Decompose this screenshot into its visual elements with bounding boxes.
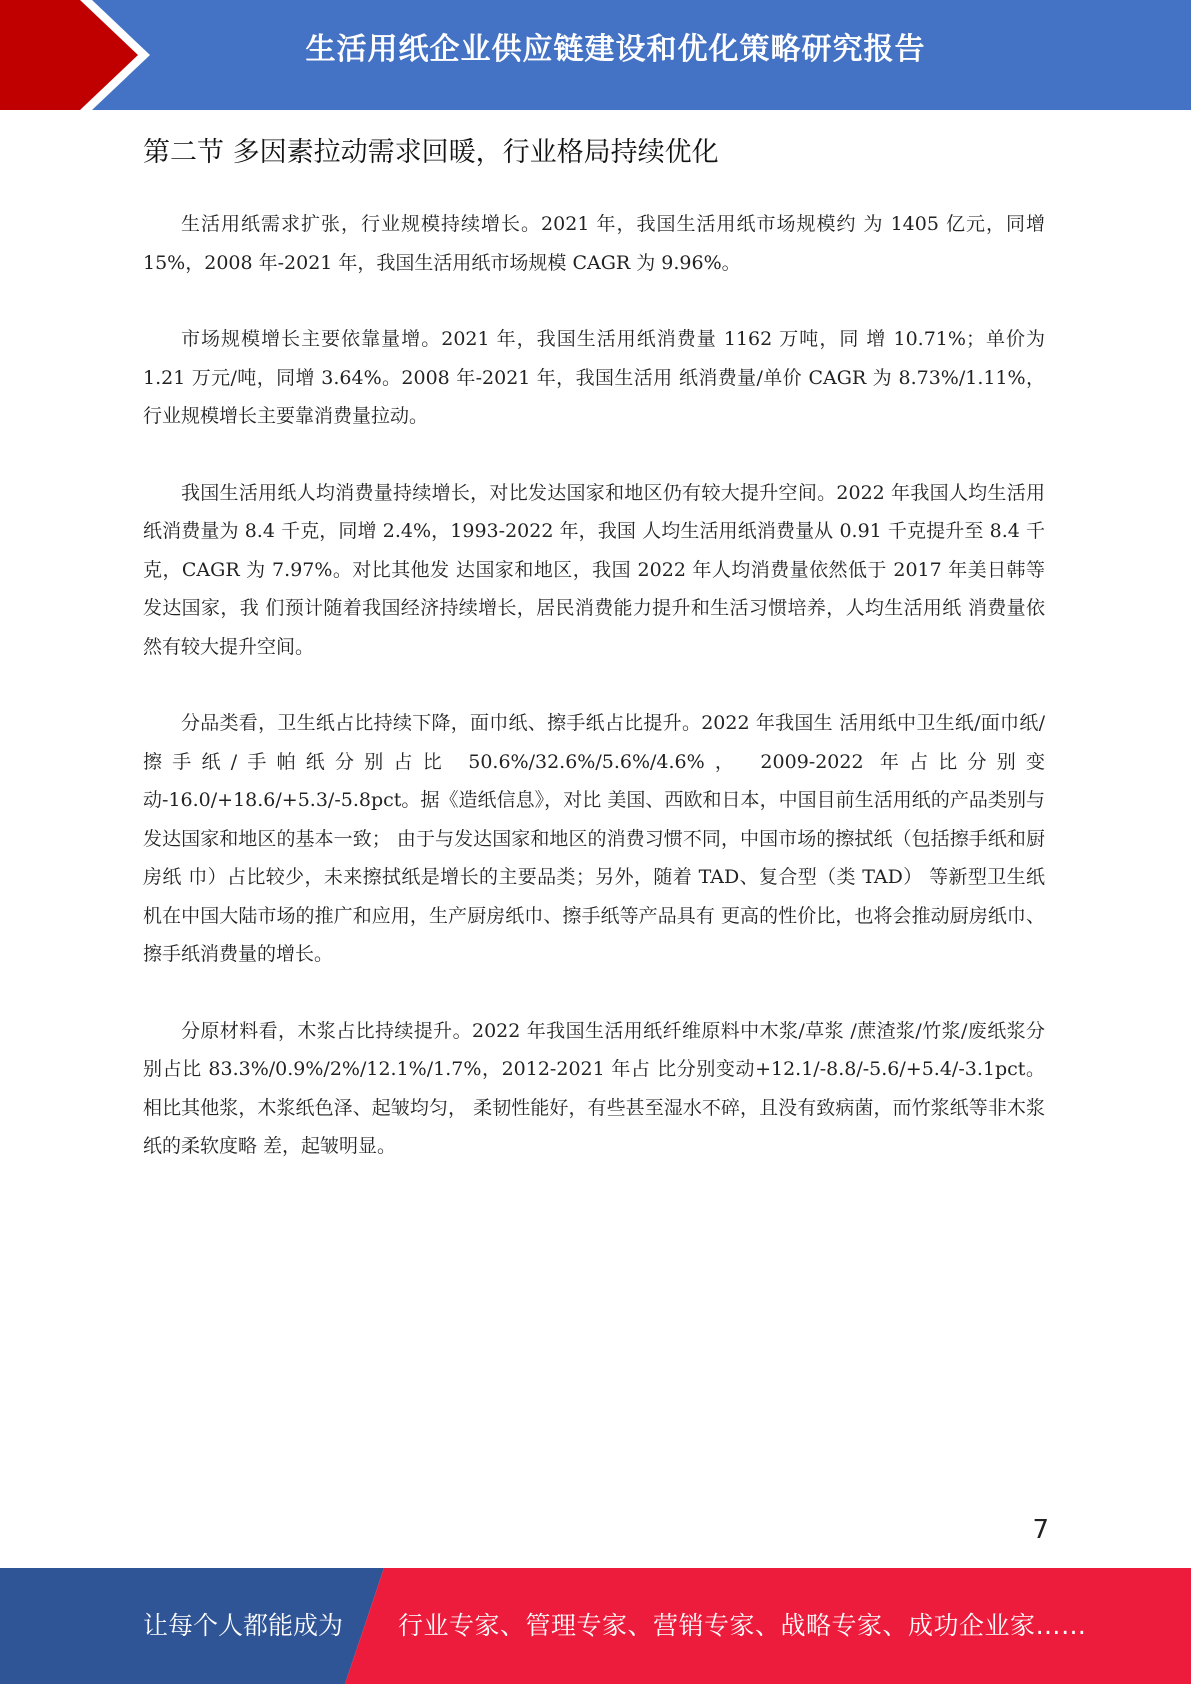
section-title: 第二节 多因素拉动需求回暖，行业格局持续优化	[143, 137, 719, 168]
paragraph-per-capita: 我国生活用纸人均消费量持续增长，对比发达国家和地区仍有较大提升空间。2022 年我国人均生活用纸消费量为 8.4 千克，同增 2.4%，1993-2022 年，我国 人均生活用纸消费量从 0.91 千克提升至 8.4 千克，CAGR 为 7.97%。对比其他发 达国家和地区，我国 2022 年人均消费量依然低于 2017 年美日韩等发达国家，我 们预计随着我国经济持续增长，居民消费能力提升和生活习惯培养，人均生活用纸 消费量依然有较大提升空间。	[143, 481, 1045, 658]
footer-banner	[0, 1568, 1191, 1684]
paragraph-market-size: 生活用纸需求扩张，行业规模持续增长。2021 年，我国生活用纸市场规模约 为 1405 亿元，同增 15%，2008 年-2021 年，我国生活用纸市场规模 CAGR 为 9.96%。	[143, 213, 1045, 274]
paragraph-categories: 分品类看，卫生纸占比持续下降，面巾纸、擦手纸占比提升。2022 年我国生 活用纸中卫生纸/面巾纸/擦手纸/手帕纸分别占比 50.6%/32.6%/5.6%/4.6%， 2009-2022 年占比分别变动-16.0/+18.6/+5.3/-5.8pct。据《造纸信息》，对比 美国、西欧和日本，中国目前生活用纸的产品类别与发达国家和地区的基本一致； 由于与发达国家和地区的消费习惯不同，中国市场的擦拭纸（包括擦手纸和厨房纸 巾）占比较少，未来擦拭纸是增长的主要品类；另外，随着 TAD、复合型（类 TAD） 等新型卫生纸机在中国大陆市场的推广和应用，生产厨房纸巾、擦手纸等产品具有 更高的性价比，也将会推动厨房纸巾、擦手纸消费量的增长。	[143, 712, 1045, 965]
paragraph-volume-growth: 市场规模增长主要依靠量增。2021 年，我国生活用纸消费量 1162 万吨，同 增 10.71%；单价为 1.21 万元/吨，同增 3.64%。2008 年-2021 年，我国生活用 纸消费量/单价 CAGR 为 8.73%/1.11%，行业规模增长主要靠消费量拉动。	[143, 328, 1045, 427]
body-content	[143, 205, 1045, 1204]
footer-slogan-right: 行业专家、管理专家、营销专家、战略专家、成功企业家……	[398, 1611, 1087, 1640]
footer-slogan-left: 让每个人都能成为	[143, 1611, 344, 1640]
paragraph-raw-materials: 分原材料看，木浆占比持续提升。2022 年我国生活用纸纤维原料中木浆/草浆 /蔗渣浆/竹浆/废纸浆分别占比 83.3%/0.9%/2%/12.1%/1.7%，2012-2021 年占 比分别变动+12.1/-8.8/-5.6/+5.4/-3.1pct。相比其他浆，木浆纸色泽、起皱均匀， 柔韧性能好，有些甚至湿水不碎，且没有致病菌，而竹浆纸等非木浆纸的柔软度略 差，起皱明显。	[143, 1019, 1045, 1157]
header-banner	[0, 0, 1191, 110]
report-title: 生活用纸企业供应链建设和优化策略研究报告	[305, 32, 926, 67]
page-number: 7	[1032, 1515, 1049, 1545]
